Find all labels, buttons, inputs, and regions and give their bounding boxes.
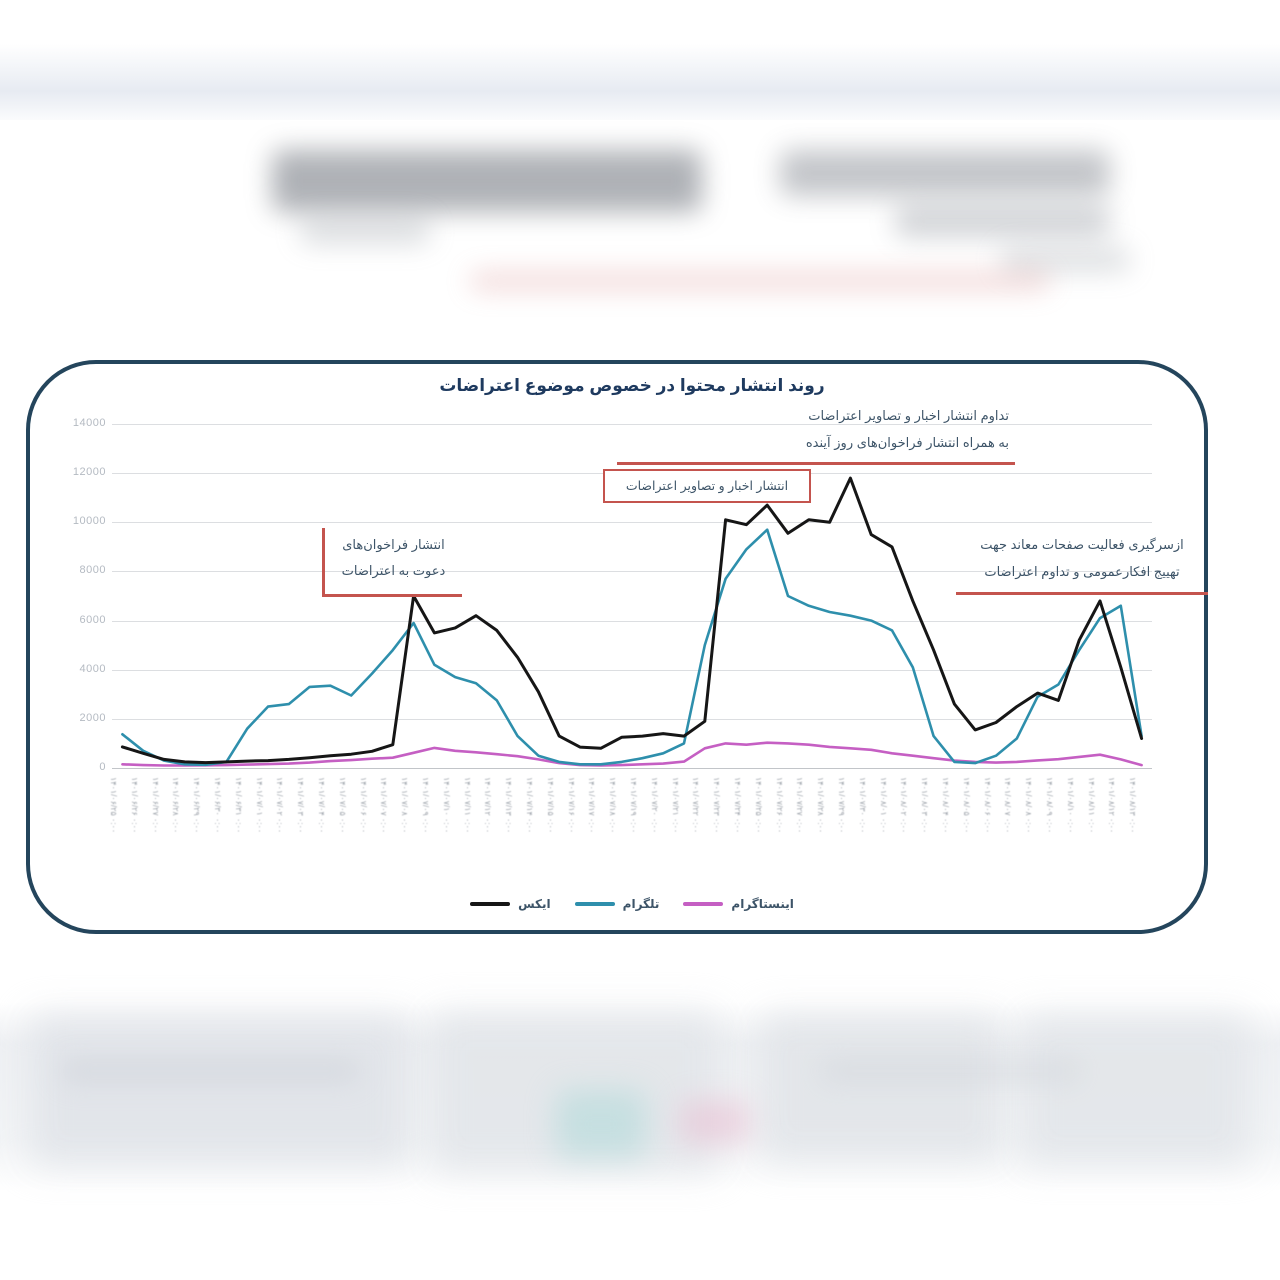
annotation-resumed-activity bbox=[956, 531, 1208, 595]
annotation-line: ازسرگیری فعالیت صفحات معاند جهت bbox=[980, 537, 1184, 552]
x-tick-label: ۱۴۰۱/۰۶/۲۹ ۰:۰۰ bbox=[192, 777, 202, 834]
chart-title: روند انتشار محتوا در خصوص موضوع اعتراضات bbox=[439, 376, 825, 395]
x-tick-label: ۱۴۰۱/۰۸/۱۰ ۰:۰۰ bbox=[1065, 777, 1075, 834]
x-tick-label: ۱۴۰۱/۰۷/۲۹ ۰:۰۰ bbox=[836, 777, 846, 834]
y-tick-label: 2000 bbox=[79, 711, 106, 724]
legend-label-telegram: تلگرام bbox=[622, 897, 660, 911]
annotation-news-images-box: انتشار اخبار و تصاویر اعتراضات bbox=[603, 469, 811, 503]
x-tick-label: ۱۴۰۱/۰۷/۰۲ ۰:۰۰ bbox=[275, 777, 285, 834]
x-tick-label: ۱۴۰۱/۰۷/۱۰ ۰:۰۰ bbox=[441, 777, 451, 834]
x-tick-label: ۱۴۰۱/۰۷/۲۳ ۰:۰۰ bbox=[712, 777, 722, 834]
x-tick-label: ۱۴۰۱/۰۶/۲۵ ۰:۰۰ bbox=[108, 777, 118, 834]
x-tick-label: ۱۴۰۱/۰۷/۱۸ ۰:۰۰ bbox=[608, 777, 618, 834]
legend-swatch-instagram bbox=[683, 902, 723, 906]
annotation-line: تداوم انتشار اخبار و تصاویر اعتراضات bbox=[808, 408, 1009, 423]
x-tick-label: ۱۴۰۱/۰۷/۱۹ ۰:۰۰ bbox=[628, 777, 638, 834]
gridline bbox=[112, 768, 1152, 769]
x-tick-label: ۱۴۰۱/۰۷/۲۷ ۰:۰۰ bbox=[795, 777, 805, 834]
x-tick-label: ۱۴۰۱/۰۷/۱۷ ۰:۰۰ bbox=[587, 777, 597, 834]
y-tick-label: 14000 bbox=[72, 417, 106, 429]
legend-item-instagram bbox=[683, 897, 793, 911]
blur-blob bbox=[760, 1015, 1000, 1160]
chart-legend bbox=[112, 897, 1152, 911]
x-tick-label: ۱۴۰۱/۰۸/۰۶ ۰:۰۰ bbox=[982, 777, 992, 834]
legend-swatch-telegram bbox=[575, 902, 615, 906]
blurred-red-line bbox=[470, 272, 1050, 290]
x-tick-label: ۱۴۰۱/۰۷/۰۷ ۰:۰۰ bbox=[379, 777, 389, 834]
x-tick-label: ۱۴۰۱/۰۷/۰۶ ۰:۰۰ bbox=[358, 777, 368, 834]
x-tick-label: ۱۴۰۱/۰۷/۱۲ ۰:۰۰ bbox=[483, 777, 493, 834]
x-tick-label: ۱۴۰۱/۰۷/۰۳ ۰:۰۰ bbox=[296, 777, 306, 834]
blurred-subtext-right bbox=[895, 205, 1110, 237]
legend-swatch-x bbox=[470, 902, 510, 906]
x-tick-label: ۱۴۰۱/۰۶/۳۰ ۰:۰۰ bbox=[212, 777, 222, 834]
annotation-continued-news bbox=[617, 402, 1015, 465]
x-tick-label: ۱۴۰۱/۰۶/۲۶ ۰:۰۰ bbox=[129, 777, 139, 834]
x-tick-label: ۱۴۰۱/۰۷/۲۵ ۰:۰۰ bbox=[753, 777, 763, 834]
x-tick-label: ۱۴۰۱/۰۷/۲۲ ۰:۰۰ bbox=[691, 777, 701, 834]
x-tick-label: ۱۴۰۱/۰۷/۲۴ ۰:۰۰ bbox=[732, 777, 742, 834]
x-tick-label: ۱۴۰۱/۰۷/۰۱ ۰:۰۰ bbox=[254, 777, 264, 834]
x-tick-label: ۱۴۰۱/۰۶/۲۸ ۰:۰۰ bbox=[171, 777, 181, 834]
x-tick-label: ۱۴۰۱/۰۶/۳۱ ۰:۰۰ bbox=[233, 777, 243, 834]
y-tick-label: 10000 bbox=[72, 515, 106, 528]
x-tick-label: ۱۴۰۱/۰۸/۰۳ ۰:۰۰ bbox=[920, 777, 930, 834]
blurred-headline-right bbox=[780, 150, 1110, 196]
x-tick-label: ۱۴۰۱/۰۸/۱۳ ۰:۰۰ bbox=[1128, 777, 1138, 834]
x-tick-label: ۱۴۰۱/۰۷/۱۴ ۰:۰۰ bbox=[524, 777, 534, 834]
x-tick-label: ۱۴۰۱/۰۸/۰۸ ۰:۰۰ bbox=[1024, 777, 1034, 834]
blur-blob bbox=[30, 1015, 410, 1165]
x-tick-label: ۱۴۰۱/۰۷/۲۸ ۰:۰۰ bbox=[816, 777, 826, 834]
blur-blob-teal bbox=[556, 1090, 646, 1158]
legend-item-telegram bbox=[575, 897, 660, 911]
annotation-line: انتشار فراخوان‌های bbox=[342, 537, 445, 552]
blur-blob bbox=[1020, 1015, 1250, 1165]
x-tick-label: ۱۴۰۱/۰۷/۰۵ ۰:۰۰ bbox=[337, 777, 347, 834]
y-tick-label: 6000 bbox=[79, 613, 106, 626]
x-tick-label: ۱۴۰۱/۰۶/۲۷ ۰:۰۰ bbox=[150, 777, 160, 834]
top-gradient-band bbox=[0, 44, 1280, 120]
blur-blob-pink bbox=[680, 1100, 750, 1144]
x-tick-label: ۱۴۰۱/۰۷/۲۱ ۰:۰۰ bbox=[670, 777, 680, 834]
x-tick-label: ۱۴۰۱/۰۷/۲۶ ۰:۰۰ bbox=[774, 777, 784, 834]
x-tick-label: ۱۴۰۱/۰۷/۰۴ ۰:۰۰ bbox=[316, 777, 326, 834]
x-tick-label: ۱۴۰۱/۰۸/۰۲ ۰:۰۰ bbox=[899, 777, 909, 834]
x-tick-label: ۱۴۰۱/۰۸/۱۱ ۰:۰۰ bbox=[1086, 777, 1096, 834]
blur-blob bbox=[60, 1060, 360, 1082]
series-line-x bbox=[122, 478, 1141, 762]
x-tick-label: ۱۴۰۱/۰۷/۰۹ ۰:۰۰ bbox=[420, 777, 430, 834]
series-line-instagram bbox=[122, 743, 1141, 766]
blur-blob bbox=[820, 1060, 1080, 1082]
blurred-subtext bbox=[300, 218, 430, 244]
x-tick-label: ۱۴۰۱/۰۷/۳۰ ۰:۰۰ bbox=[857, 777, 867, 834]
blurred-subtext-right-2 bbox=[1000, 248, 1130, 272]
y-tick-label: 0 bbox=[99, 761, 106, 773]
annotation-line: تهییج افکارعمومی و تداوم اعتراضات bbox=[984, 564, 1180, 579]
x-tick-label: ۱۴۰۱/۰۷/۱۳ ۰:۰۰ bbox=[504, 777, 514, 834]
blurred-headline bbox=[272, 150, 702, 212]
y-tick-label: 12000 bbox=[72, 466, 106, 479]
x-tick-label: ۱۴۰۱/۰۷/۱۵ ۰:۰۰ bbox=[545, 777, 555, 834]
legend-label-x: ایکس bbox=[518, 897, 551, 911]
x-tick-label: ۱۴۰۱/۰۸/۰۹ ۰:۰۰ bbox=[1044, 777, 1054, 834]
x-tick-label: ۱۴۰۱/۰۸/۰۴ ۰:۰۰ bbox=[940, 777, 950, 834]
x-tick-label: ۱۴۰۱/۰۷/۰۸ ۰:۰۰ bbox=[400, 777, 410, 834]
x-axis-labels bbox=[108, 777, 1152, 889]
x-tick-label: ۱۴۰۱/۰۸/۰۱ ۰:۰۰ bbox=[878, 777, 888, 834]
x-tick-label: ۱۴۰۱/۰۸/۰۵ ۰:۰۰ bbox=[961, 777, 971, 834]
x-tick-label: ۱۴۰۱/۰۸/۰۷ ۰:۰۰ bbox=[1003, 777, 1013, 834]
annotation-calls-to-protest bbox=[322, 528, 462, 597]
annotation-line: دعوت به اعتراضات bbox=[341, 563, 446, 578]
x-tick-label: ۱۴۰۱/۰۷/۱۶ ۰:۰۰ bbox=[566, 777, 576, 834]
legend-item-x bbox=[470, 897, 551, 911]
y-tick-label: 8000 bbox=[79, 564, 106, 577]
legend-label-instagram: اینستاگرام bbox=[731, 897, 794, 911]
x-tick-label: ۱۴۰۱/۰۸/۱۲ ۰:۰۰ bbox=[1107, 777, 1117, 834]
x-tick-label: ۱۴۰۱/۰۷/۱۱ ۰:۰۰ bbox=[462, 777, 472, 834]
y-tick-label: 4000 bbox=[79, 662, 106, 675]
x-tick-label: ۱۴۰۱/۰۷/۲۰ ۰:۰۰ bbox=[649, 777, 659, 834]
annotation-line: به همراه انتشار فراخوان‌های روز آینده bbox=[805, 435, 1009, 450]
